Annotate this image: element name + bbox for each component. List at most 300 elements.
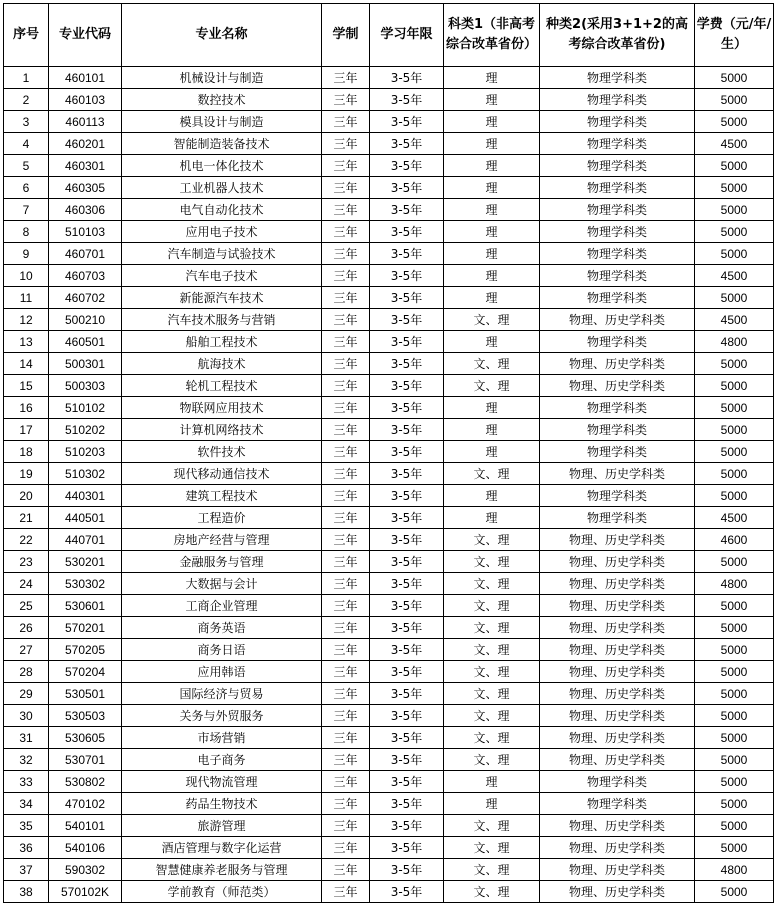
cell-tuition: 5000 (695, 221, 774, 243)
cell-name: 轮机工程技术 (122, 375, 322, 397)
cell-code: 570102K (49, 881, 122, 903)
cell-code: 460301 (49, 155, 122, 177)
cell-name: 药品生物技术 (122, 793, 322, 815)
cell-tuition: 5000 (695, 551, 774, 573)
cell-duration: 三年 (322, 793, 370, 815)
cell-category2: 物理学科类 (540, 331, 695, 353)
cell-code: 570201 (49, 617, 122, 639)
cell-code: 510302 (49, 463, 122, 485)
cell-category1: 文、理 (444, 551, 540, 573)
cell-category2: 物理、历史学科类 (540, 573, 695, 595)
cell-tuition: 4500 (695, 133, 774, 155)
cell-category1: 文、理 (444, 661, 540, 683)
cell-index: 5 (4, 155, 49, 177)
cell-category2: 物理学科类 (540, 243, 695, 265)
cell-duration: 三年 (322, 727, 370, 749)
cell-code: 460306 (49, 199, 122, 221)
table-row (4, 793, 774, 815)
cell-index: 10 (4, 265, 49, 287)
cell-study-years: 3-5年 (370, 221, 444, 243)
cell-duration: 三年 (322, 331, 370, 353)
cell-category1: 文、理 (444, 309, 540, 331)
cell-code: 570205 (49, 639, 122, 661)
cell-duration: 三年 (322, 551, 370, 573)
table-header (4, 4, 774, 67)
cell-tuition: 4500 (695, 265, 774, 287)
table-row (4, 375, 774, 397)
cell-duration: 三年 (322, 815, 370, 837)
cell-duration: 三年 (322, 265, 370, 287)
cell-category1: 理 (444, 397, 540, 419)
cell-duration: 三年 (322, 353, 370, 375)
cell-name: 新能源汽车技术 (122, 287, 322, 309)
cell-tuition: 5000 (695, 881, 774, 903)
cell-index: 20 (4, 485, 49, 507)
header-tuition: 学费（元/年/生） (695, 4, 774, 67)
table-row (4, 309, 774, 331)
cell-category2: 物理学科类 (540, 485, 695, 507)
table-row (4, 771, 774, 793)
table-row (4, 177, 774, 199)
cell-name: 软件技术 (122, 441, 322, 463)
cell-category1: 文、理 (444, 881, 540, 903)
cell-tuition: 5000 (695, 815, 774, 837)
cell-code: 460703 (49, 265, 122, 287)
cell-category2: 物理、历史学科类 (540, 463, 695, 485)
cell-duration: 三年 (322, 397, 370, 419)
cell-category2: 物理学科类 (540, 67, 695, 89)
cell-name: 机械设计与制造 (122, 67, 322, 89)
cell-study-years: 3-5年 (370, 705, 444, 727)
cell-study-years: 3-5年 (370, 617, 444, 639)
cell-index: 36 (4, 837, 49, 859)
cell-category1: 文、理 (444, 837, 540, 859)
cell-study-years: 3-5年 (370, 177, 444, 199)
cell-category1: 理 (444, 419, 540, 441)
table-row (4, 441, 774, 463)
cell-name: 现代移动通信技术 (122, 463, 322, 485)
cell-name: 电子商务 (122, 749, 322, 771)
cell-name: 航海技术 (122, 353, 322, 375)
cell-duration: 三年 (322, 419, 370, 441)
header-row (4, 4, 774, 67)
cell-code: 530802 (49, 771, 122, 793)
cell-duration: 三年 (322, 243, 370, 265)
cell-duration: 三年 (322, 881, 370, 903)
cell-category1: 文、理 (444, 617, 540, 639)
cell-category2: 物理、历史学科类 (540, 639, 695, 661)
cell-category2: 物理学科类 (540, 265, 695, 287)
header-index: 序号 (4, 4, 49, 67)
cell-duration: 三年 (322, 67, 370, 89)
cell-code: 460113 (49, 111, 122, 133)
cell-code: 500301 (49, 353, 122, 375)
cell-tuition: 5000 (695, 199, 774, 221)
cell-duration: 三年 (322, 639, 370, 661)
cell-code: 460501 (49, 331, 122, 353)
cell-category2: 物理、历史学科类 (540, 815, 695, 837)
cell-code: 530605 (49, 727, 122, 749)
cell-duration: 三年 (322, 133, 370, 155)
table-row (4, 573, 774, 595)
cell-study-years: 3-5年 (370, 397, 444, 419)
table-row (4, 639, 774, 661)
cell-code: 510102 (49, 397, 122, 419)
cell-study-years: 3-5年 (370, 793, 444, 815)
cell-category1: 理 (444, 793, 540, 815)
cell-study-years: 3-5年 (370, 859, 444, 881)
cell-index: 29 (4, 683, 49, 705)
cell-code: 540101 (49, 815, 122, 837)
cell-study-years: 3-5年 (370, 727, 444, 749)
cell-study-years: 3-5年 (370, 89, 444, 111)
cell-index: 4 (4, 133, 49, 155)
cell-category1: 理 (444, 331, 540, 353)
table-row (4, 155, 774, 177)
table-row (4, 683, 774, 705)
cell-code: 440701 (49, 529, 122, 551)
cell-category1: 理 (444, 771, 540, 793)
cell-tuition: 5000 (695, 771, 774, 793)
cell-index: 6 (4, 177, 49, 199)
cell-study-years: 3-5年 (370, 265, 444, 287)
cell-duration: 三年 (322, 595, 370, 617)
cell-tuition: 4500 (695, 507, 774, 529)
cell-study-years: 3-5年 (370, 331, 444, 353)
cell-duration: 三年 (322, 111, 370, 133)
cell-category2: 物理、历史学科类 (540, 529, 695, 551)
cell-category1: 文、理 (444, 463, 540, 485)
cell-study-years: 3-5年 (370, 111, 444, 133)
cell-name: 建筑工程技术 (122, 485, 322, 507)
cell-name: 工商企业管理 (122, 595, 322, 617)
cell-category1: 文、理 (444, 639, 540, 661)
cell-index: 14 (4, 353, 49, 375)
cell-tuition: 4500 (695, 309, 774, 331)
cell-code: 530501 (49, 683, 122, 705)
table-row (4, 89, 774, 111)
table-row (4, 837, 774, 859)
cell-name: 模具设计与制造 (122, 111, 322, 133)
cell-category1: 文、理 (444, 375, 540, 397)
cell-study-years: 3-5年 (370, 485, 444, 507)
cell-category2: 物理、历史学科类 (540, 705, 695, 727)
cell-name: 市场营销 (122, 727, 322, 749)
cell-category2: 物理、历史学科类 (540, 859, 695, 881)
cell-name: 汽车制造与试验技术 (122, 243, 322, 265)
cell-code: 540106 (49, 837, 122, 859)
cell-name: 房地产经营与管理 (122, 529, 322, 551)
cell-category1: 理 (444, 287, 540, 309)
cell-code: 460701 (49, 243, 122, 265)
cell-category1: 文、理 (444, 683, 540, 705)
table-row (4, 859, 774, 881)
cell-category1: 理 (444, 243, 540, 265)
table-row (4, 705, 774, 727)
cell-index: 17 (4, 419, 49, 441)
cell-tuition: 4800 (695, 573, 774, 595)
cell-category1: 理 (444, 155, 540, 177)
table-row (4, 419, 774, 441)
cell-index: 28 (4, 661, 49, 683)
cell-tuition: 5000 (695, 397, 774, 419)
cell-category2: 物理、历史学科类 (540, 881, 695, 903)
cell-study-years: 3-5年 (370, 309, 444, 331)
cell-index: 23 (4, 551, 49, 573)
cell-category2: 物理、历史学科类 (540, 661, 695, 683)
cell-duration: 三年 (322, 155, 370, 177)
cell-name: 汽车电子技术 (122, 265, 322, 287)
cell-category2: 物理、历史学科类 (540, 375, 695, 397)
cell-duration: 三年 (322, 573, 370, 595)
cell-duration: 三年 (322, 287, 370, 309)
cell-tuition: 5000 (695, 639, 774, 661)
major-table (3, 3, 774, 903)
cell-duration: 三年 (322, 749, 370, 771)
cell-code: 470102 (49, 793, 122, 815)
table-row (4, 463, 774, 485)
cell-duration: 三年 (322, 837, 370, 859)
cell-index: 37 (4, 859, 49, 881)
cell-tuition: 5000 (695, 837, 774, 859)
cell-tuition: 5000 (695, 67, 774, 89)
cell-category2: 物理学科类 (540, 419, 695, 441)
cell-duration: 三年 (322, 309, 370, 331)
table-row (4, 199, 774, 221)
cell-code: 460305 (49, 177, 122, 199)
cell-category1: 文、理 (444, 859, 540, 881)
cell-study-years: 3-5年 (370, 287, 444, 309)
cell-duration: 三年 (322, 221, 370, 243)
cell-category1: 文、理 (444, 815, 540, 837)
cell-study-years: 3-5年 (370, 463, 444, 485)
cell-index: 38 (4, 881, 49, 903)
cell-category2: 物理、历史学科类 (540, 837, 695, 859)
cell-category1: 理 (444, 485, 540, 507)
cell-index: 31 (4, 727, 49, 749)
cell-category2: 物理学科类 (540, 111, 695, 133)
cell-code: 530601 (49, 595, 122, 617)
table-row (4, 265, 774, 287)
cell-name: 国际经济与贸易 (122, 683, 322, 705)
cell-category2: 物理、历史学科类 (540, 309, 695, 331)
cell-name: 金融服务与管理 (122, 551, 322, 573)
cell-category1: 理 (444, 111, 540, 133)
table-row (4, 529, 774, 551)
cell-name: 物联网应用技术 (122, 397, 322, 419)
cell-index: 1 (4, 67, 49, 89)
cell-duration: 三年 (322, 683, 370, 705)
cell-index: 7 (4, 199, 49, 221)
cell-code: 440501 (49, 507, 122, 529)
cell-duration: 三年 (322, 529, 370, 551)
cell-tuition: 5000 (695, 375, 774, 397)
cell-tuition: 5000 (695, 595, 774, 617)
cell-tuition: 5000 (695, 441, 774, 463)
table-row (4, 243, 774, 265)
cell-index: 18 (4, 441, 49, 463)
cell-category1: 理 (444, 199, 540, 221)
cell-code: 460201 (49, 133, 122, 155)
cell-duration: 三年 (322, 617, 370, 639)
cell-code: 440301 (49, 485, 122, 507)
cell-category1: 文、理 (444, 529, 540, 551)
table-row (4, 221, 774, 243)
cell-study-years: 3-5年 (370, 507, 444, 529)
header-code: 专业代码 (49, 4, 122, 67)
cell-study-years: 3-5年 (370, 419, 444, 441)
cell-tuition: 5000 (695, 705, 774, 727)
cell-index: 27 (4, 639, 49, 661)
cell-code: 530201 (49, 551, 122, 573)
cell-study-years: 3-5年 (370, 595, 444, 617)
cell-code: 590302 (49, 859, 122, 881)
cell-category2: 物理学科类 (540, 441, 695, 463)
cell-tuition: 5000 (695, 463, 774, 485)
cell-tuition: 5000 (695, 89, 774, 111)
cell-study-years: 3-5年 (370, 837, 444, 859)
cell-name: 机电一体化技术 (122, 155, 322, 177)
cell-tuition: 5000 (695, 111, 774, 133)
cell-tuition: 5000 (695, 353, 774, 375)
cell-category1: 理 (444, 67, 540, 89)
cell-category1: 文、理 (444, 705, 540, 727)
cell-name: 关务与外贸服务 (122, 705, 322, 727)
cell-study-years: 3-5年 (370, 749, 444, 771)
cell-code: 500210 (49, 309, 122, 331)
cell-category2: 物理学科类 (540, 155, 695, 177)
cell-duration: 三年 (322, 441, 370, 463)
cell-category2: 物理学科类 (540, 287, 695, 309)
cell-name: 应用韩语 (122, 661, 322, 683)
cell-tuition: 5000 (695, 155, 774, 177)
cell-study-years: 3-5年 (370, 133, 444, 155)
cell-name: 学前教育（师范类） (122, 881, 322, 903)
table-body (4, 67, 774, 903)
cell-index: 30 (4, 705, 49, 727)
cell-index: 34 (4, 793, 49, 815)
cell-index: 3 (4, 111, 49, 133)
cell-duration: 三年 (322, 375, 370, 397)
cell-code: 530503 (49, 705, 122, 727)
cell-study-years: 3-5年 (370, 771, 444, 793)
table-row (4, 111, 774, 133)
cell-name: 商务英语 (122, 617, 322, 639)
cell-index: 11 (4, 287, 49, 309)
cell-index: 25 (4, 595, 49, 617)
cell-study-years: 3-5年 (370, 639, 444, 661)
cell-tuition: 5000 (695, 617, 774, 639)
header-duration: 学制 (322, 4, 370, 67)
cell-index: 19 (4, 463, 49, 485)
cell-name: 智慧健康养老服务与管理 (122, 859, 322, 881)
header-category2: 种类2(采用3+1+2的高考综合改革省份) (540, 4, 695, 67)
cell-code: 460702 (49, 287, 122, 309)
table-row (4, 727, 774, 749)
cell-category2: 物理学科类 (540, 793, 695, 815)
cell-name: 旅游管理 (122, 815, 322, 837)
cell-index: 32 (4, 749, 49, 771)
cell-code: 510203 (49, 441, 122, 463)
cell-name: 商务日语 (122, 639, 322, 661)
cell-code: 570204 (49, 661, 122, 683)
cell-index: 15 (4, 375, 49, 397)
cell-category2: 物理学科类 (540, 221, 695, 243)
cell-category1: 文、理 (444, 749, 540, 771)
table-row (4, 617, 774, 639)
cell-study-years: 3-5年 (370, 661, 444, 683)
cell-category1: 理 (444, 441, 540, 463)
cell-name: 电气自动化技术 (122, 199, 322, 221)
cell-tuition: 5000 (695, 727, 774, 749)
cell-name: 计算机网络技术 (122, 419, 322, 441)
cell-category1: 理 (444, 221, 540, 243)
cell-category1: 理 (444, 507, 540, 529)
cell-duration: 三年 (322, 485, 370, 507)
cell-category2: 物理学科类 (540, 397, 695, 419)
cell-category2: 物理学科类 (540, 89, 695, 111)
table-row (4, 749, 774, 771)
cell-index: 13 (4, 331, 49, 353)
cell-study-years: 3-5年 (370, 881, 444, 903)
cell-name: 现代物流管理 (122, 771, 322, 793)
cell-category2: 物理、历史学科类 (540, 595, 695, 617)
cell-study-years: 3-5年 (370, 155, 444, 177)
cell-category2: 物理学科类 (540, 177, 695, 199)
cell-study-years: 3-5年 (370, 683, 444, 705)
cell-study-years: 3-5年 (370, 375, 444, 397)
cell-tuition: 5000 (695, 683, 774, 705)
cell-name: 大数据与会计 (122, 573, 322, 595)
table-row (4, 507, 774, 529)
table-row (4, 661, 774, 683)
cell-duration: 三年 (322, 463, 370, 485)
cell-category1: 理 (444, 265, 540, 287)
cell-index: 24 (4, 573, 49, 595)
cell-category2: 物理、历史学科类 (540, 353, 695, 375)
cell-code: 500303 (49, 375, 122, 397)
cell-duration: 三年 (322, 771, 370, 793)
cell-duration: 三年 (322, 859, 370, 881)
cell-category2: 物理学科类 (540, 199, 695, 221)
cell-category2: 物理、历史学科类 (540, 551, 695, 573)
table-row (4, 485, 774, 507)
table-row (4, 331, 774, 353)
cell-code: 460103 (49, 89, 122, 111)
cell-code: 510202 (49, 419, 122, 441)
table-row (4, 551, 774, 573)
table-row (4, 67, 774, 89)
cell-index: 35 (4, 815, 49, 837)
cell-study-years: 3-5年 (370, 243, 444, 265)
cell-category2: 物理、历史学科类 (540, 749, 695, 771)
cell-duration: 三年 (322, 177, 370, 199)
cell-name: 数控技术 (122, 89, 322, 111)
cell-code: 530302 (49, 573, 122, 595)
header-category1: 科类1（非高考综合改革省份） (444, 4, 540, 67)
cell-study-years: 3-5年 (370, 815, 444, 837)
cell-category1: 理 (444, 133, 540, 155)
header-study-years: 学习年限 (370, 4, 444, 67)
cell-index: 16 (4, 397, 49, 419)
cell-tuition: 5000 (695, 287, 774, 309)
table-row (4, 287, 774, 309)
cell-tuition: 5000 (695, 243, 774, 265)
cell-index: 33 (4, 771, 49, 793)
cell-tuition: 5000 (695, 177, 774, 199)
cell-category2: 物理学科类 (540, 507, 695, 529)
cell-study-years: 3-5年 (370, 441, 444, 463)
